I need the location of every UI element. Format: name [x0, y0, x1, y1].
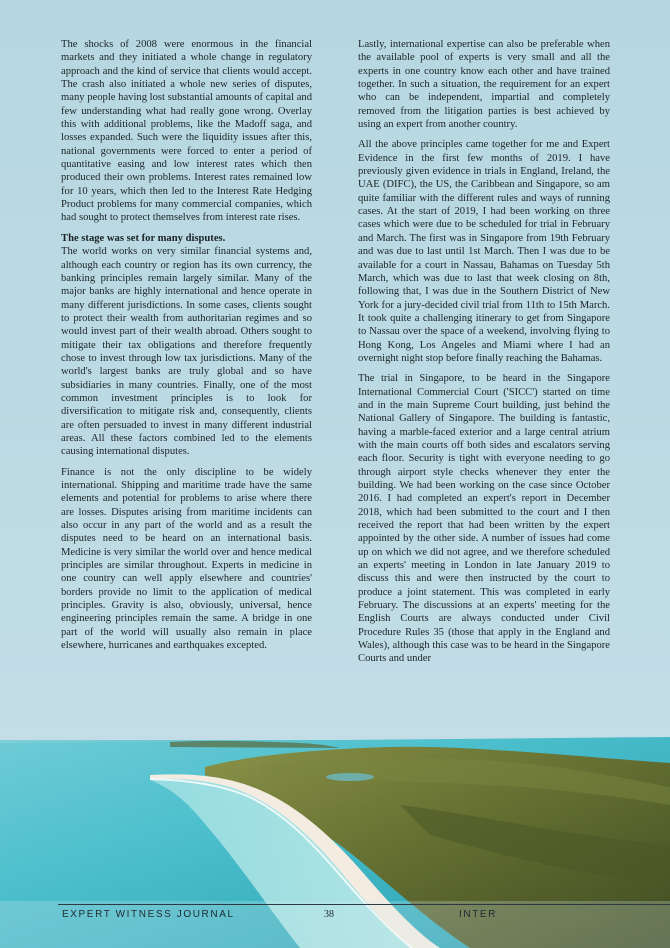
section-name: INTER — [459, 909, 497, 920]
article-paragraph: The world works on very similar financial systems and, although each country or region has its own currency, the banking principles remain largely similar. Many of the major banks are highly international and hence operate in many different jurisdictions. In some cases, clients sought to protect their wealth from authoritarian regimes and so would invest part of their wealth abroad. Others sought to mitigate their tax obligations and therefore frequently chose to invest through low tax jurisdictions. Many of the world's largest banks are truly global and so have subsidiaries in many countries. Finally, one of the most common investment principles is to look for diversification to mitigate risk and, consequently, clients are often persuaded to invest in many different industrial areas. All these factors combined led to the elements causing international disputes. — [61, 246, 312, 458]
footer-divider — [58, 904, 670, 905]
article-paragraph: Finance is not the only discipline to be widely international. Shipping and maritime trade have the same elements and potential for problems to arise where there are losses. Disputes arising from maritime incidents can also occur in any part of the world and as a result the disputes need to be heard on an international basis. Medicine is very similar the world over and hence medical principles are similar throughout. Experts in medicine in one country can well apply elsewhere and countries' borders provide no limit to the application of medical principles. Gravity is also, obviously, universal, hence engineering principles remain the same. A bridge in one part of the world will usually also remain in place elsewhere, hurricanes and earthquakes excepted. — [61, 466, 312, 652]
page-footer — [0, 901, 670, 948]
page-number: 38 — [324, 909, 334, 920]
article-paragraph: All the above principles came together for me and Expert Evidence in the first few months of 2019. I have previously given evidence in trials in England, Ireland, the UAE (DIFC), the US, the Caribbean and Singapore, so am quite familiar with the different rules and ways of running cases. At the start of 2019, I had been working on three cases which were due to be scheduled for trial in February and March. The first was in Singapore from 19th February and was due to last until 1st March. Then I was due to be available for a court in Nassau, Bahamas on Tuesday 5th March, which was due to last that week closing on 8th, following that, I was due in the Southern District of New York for a jury-decided civil trial from 11th to 15th March. It took quite a challenging itinerary to get from Singapore to Nassau over the space of a weekend, involving flying to Hong Kong, Los Angeles and Miami where I had an overnight night stop before finally reaching the Bahamas. — [358, 139, 610, 364]
article-paragraph: The shocks of 2008 were enormous in the financial markets and they initiated a whole change in regulatory approach and the kind of service that clients would accept. The crash also initiated a whole new series of disputes, many people having lost substantial amounts of capital and few understanding what had really gone wrong. Overlay this with additional problems, like the Madoff saga, and losses expanded. Such were the liquidity issues after this, national governments were forced to enter a period of quantitative easing and low interest rates which then produced their own problems. Interest rates remained low for 10 years, which then led to the Interest Rate Hedging Product problems for many commercial companies, which had sought to protect themselves from interest rate rises. — [61, 39, 312, 224]
article-subheading: The stage was set for many disputes. — [61, 232, 226, 244]
article-paragraph: The trial in Singapore, to be heard in the Singapore International Commercial Court ('SICC') started on time and in the main Supreme Court building, just behind the National Gallery of Singapore. The building is fantastic, having a marble-faced exterior and a large central atrium with the main courts off both sides and escalators serving each floor. Security is tight with everyone needing to go through airport style checks whenever they enter the building. We had been working on the case since October 2016. I had completed an expert's report in December 2018, which had been submitted to the court and I then received the report that had been written by the expert appointed by the other side. A number of issues had come up on which we did not agree, and we therefore scheduled an experts' meeting in London in late January 2019 to discuss this and were then instructed by the court to produce a joint statement. This was completed in early February. The discussions at an experts' meeting for the English Courts are always conducted under Civil Procedure Rules 35 (those that apply in the England and Wales), although this case was to be heard in the Singapore Courts and under — [358, 373, 610, 665]
journal-name: EXPERT WITNESS JOURNAL — [62, 909, 235, 920]
article-column-right — [358, 38, 610, 673]
article-paragraph: Lastly, international expertise can also be preferable when the available pool of experts is very small and all the experts in one country know each other and have trained together. In such a situation, the requirement for an expert who can be independent, impartial and completely removed from the litigation parties is best achieved by using an expert from another country. — [358, 39, 610, 131]
article-column-left — [61, 38, 312, 659]
